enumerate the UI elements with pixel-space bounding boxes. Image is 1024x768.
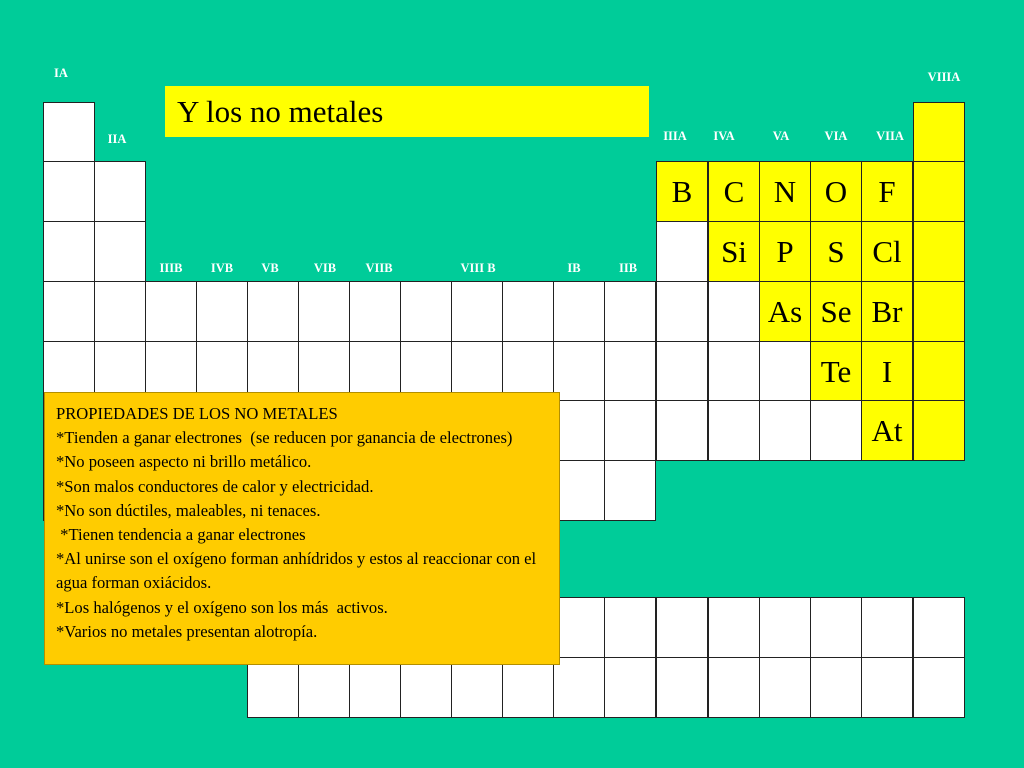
element-cell bbox=[43, 102, 95, 163]
f-block-cell bbox=[810, 597, 862, 658]
element-cell bbox=[656, 281, 708, 342]
element-cell-b: B bbox=[656, 161, 708, 222]
element-cell bbox=[604, 341, 656, 402]
group-label-ivb: IVB bbox=[210, 261, 234, 275]
f-block-cell bbox=[810, 657, 862, 718]
element-cell bbox=[913, 281, 965, 342]
group-label-via: VIA bbox=[824, 129, 848, 143]
f-block-cell bbox=[400, 657, 452, 718]
element-cell bbox=[553, 460, 605, 521]
element-cell bbox=[94, 161, 146, 222]
element-cell bbox=[43, 281, 95, 342]
element-cell bbox=[94, 221, 146, 282]
element-cell-i: I bbox=[861, 341, 913, 402]
f-block-cell bbox=[861, 597, 913, 658]
group-label-iib: IIB bbox=[618, 261, 638, 275]
element-cell bbox=[604, 281, 656, 342]
element-cell bbox=[708, 281, 760, 342]
element-cell bbox=[913, 400, 965, 461]
element-cell bbox=[810, 400, 862, 461]
element-cell bbox=[196, 281, 248, 342]
element-cell bbox=[913, 102, 965, 163]
element-cell bbox=[604, 460, 656, 521]
element-cell bbox=[759, 341, 811, 402]
f-block-cell bbox=[759, 597, 811, 658]
property-item: *Varios no metales presentan alotropía. bbox=[56, 621, 318, 641]
element-cell-f: F bbox=[861, 161, 913, 222]
element-cell-te: Te bbox=[810, 341, 862, 402]
element-cell bbox=[400, 281, 452, 342]
element-cell bbox=[298, 281, 350, 342]
element-cell bbox=[604, 400, 656, 461]
property-item: *Tienden a ganar electrones (se reducen por ganancia de electrones) bbox=[56, 428, 513, 448]
property-item: *Tienen tendencia a ganar electrones bbox=[56, 525, 306, 545]
element-cell-se: Se bbox=[810, 281, 862, 342]
element-cell-br: Br bbox=[861, 281, 913, 342]
f-block-cell bbox=[349, 657, 401, 718]
group-label-viiia: VIIIA bbox=[927, 70, 961, 84]
element-cell bbox=[913, 161, 965, 222]
f-block-cell bbox=[913, 657, 965, 718]
element-cell bbox=[451, 281, 503, 342]
group-label-iiib: IIIB bbox=[159, 261, 183, 275]
f-block-cell bbox=[502, 657, 554, 718]
property-item: *Son malos conductores de calor y electricidad. bbox=[56, 476, 374, 496]
element-cell bbox=[708, 400, 760, 461]
element-cell bbox=[553, 281, 605, 342]
f-block-cell bbox=[298, 657, 350, 718]
element-cell-o: O bbox=[810, 161, 862, 222]
element-cell bbox=[913, 221, 965, 282]
properties-box bbox=[44, 392, 560, 665]
f-block-cell bbox=[553, 657, 605, 718]
f-block-cell bbox=[604, 657, 656, 718]
element-cell bbox=[94, 281, 146, 342]
group-label-va: VA bbox=[772, 129, 790, 143]
element-cell bbox=[656, 341, 708, 402]
element-cell bbox=[43, 221, 95, 282]
property-item: *Los halógenos y el oxígeno son los más activos. bbox=[56, 597, 388, 617]
element-cell-c: C bbox=[708, 161, 760, 222]
f-block-cell bbox=[708, 657, 760, 718]
property-item: *No son dúctiles, maleables, ni tenaces. bbox=[56, 500, 321, 520]
group-label-vib: VIB bbox=[313, 261, 337, 275]
group-label-ib: IB bbox=[567, 261, 581, 275]
slide-title: Y los no metales bbox=[165, 86, 649, 137]
element-cell-s: S bbox=[810, 221, 862, 282]
element-cell bbox=[553, 400, 605, 461]
group-label-iia: IIA bbox=[107, 132, 127, 146]
element-cell-at: At bbox=[861, 400, 913, 461]
element-cell-n: N bbox=[759, 161, 811, 222]
group-label-viia: VIIA bbox=[876, 129, 904, 143]
element-cell bbox=[502, 281, 554, 342]
group-label-vb: VB bbox=[261, 261, 279, 275]
f-block-cell bbox=[913, 597, 965, 658]
element-cell bbox=[759, 400, 811, 461]
f-block-cell bbox=[656, 597, 708, 658]
element-cell-as: As bbox=[759, 281, 811, 342]
f-block-cell bbox=[759, 657, 811, 718]
element-cell bbox=[349, 281, 401, 342]
f-block-cell bbox=[708, 597, 760, 658]
element-cell bbox=[553, 341, 605, 402]
element-cell bbox=[708, 341, 760, 402]
element-cell bbox=[247, 281, 299, 342]
element-cell-si: Si bbox=[708, 221, 760, 282]
group-label-viiib: VIII B bbox=[460, 261, 496, 275]
element-cell-cl: Cl bbox=[861, 221, 913, 282]
element-cell-p: P bbox=[759, 221, 811, 282]
f-block-cell bbox=[656, 657, 708, 718]
group-label-ia: IA bbox=[54, 66, 68, 80]
property-item: *No poseen aspecto ni brillo metálico. bbox=[56, 452, 312, 472]
group-label-iva: IVA bbox=[713, 129, 735, 143]
element-cell bbox=[145, 281, 197, 342]
element-cell bbox=[43, 161, 95, 222]
f-block-cell bbox=[247, 657, 299, 718]
group-label-iiia: IIIA bbox=[663, 129, 687, 143]
f-block-cell bbox=[553, 597, 605, 658]
property-item: *Al unirse son el oxígeno forman anhídridos y estos al reaccionar con el agua forman oxiácidos. bbox=[56, 549, 541, 593]
f-block-cell bbox=[451, 657, 503, 718]
f-block-cell bbox=[861, 657, 913, 718]
group-label-viib: VIIB bbox=[365, 261, 393, 275]
element-cell bbox=[656, 400, 708, 461]
properties-heading: PROPIEDADES DE LOS NO METALES bbox=[56, 404, 338, 423]
f-block-cell bbox=[604, 597, 656, 658]
element-cell bbox=[913, 341, 965, 402]
element-cell bbox=[656, 221, 708, 282]
